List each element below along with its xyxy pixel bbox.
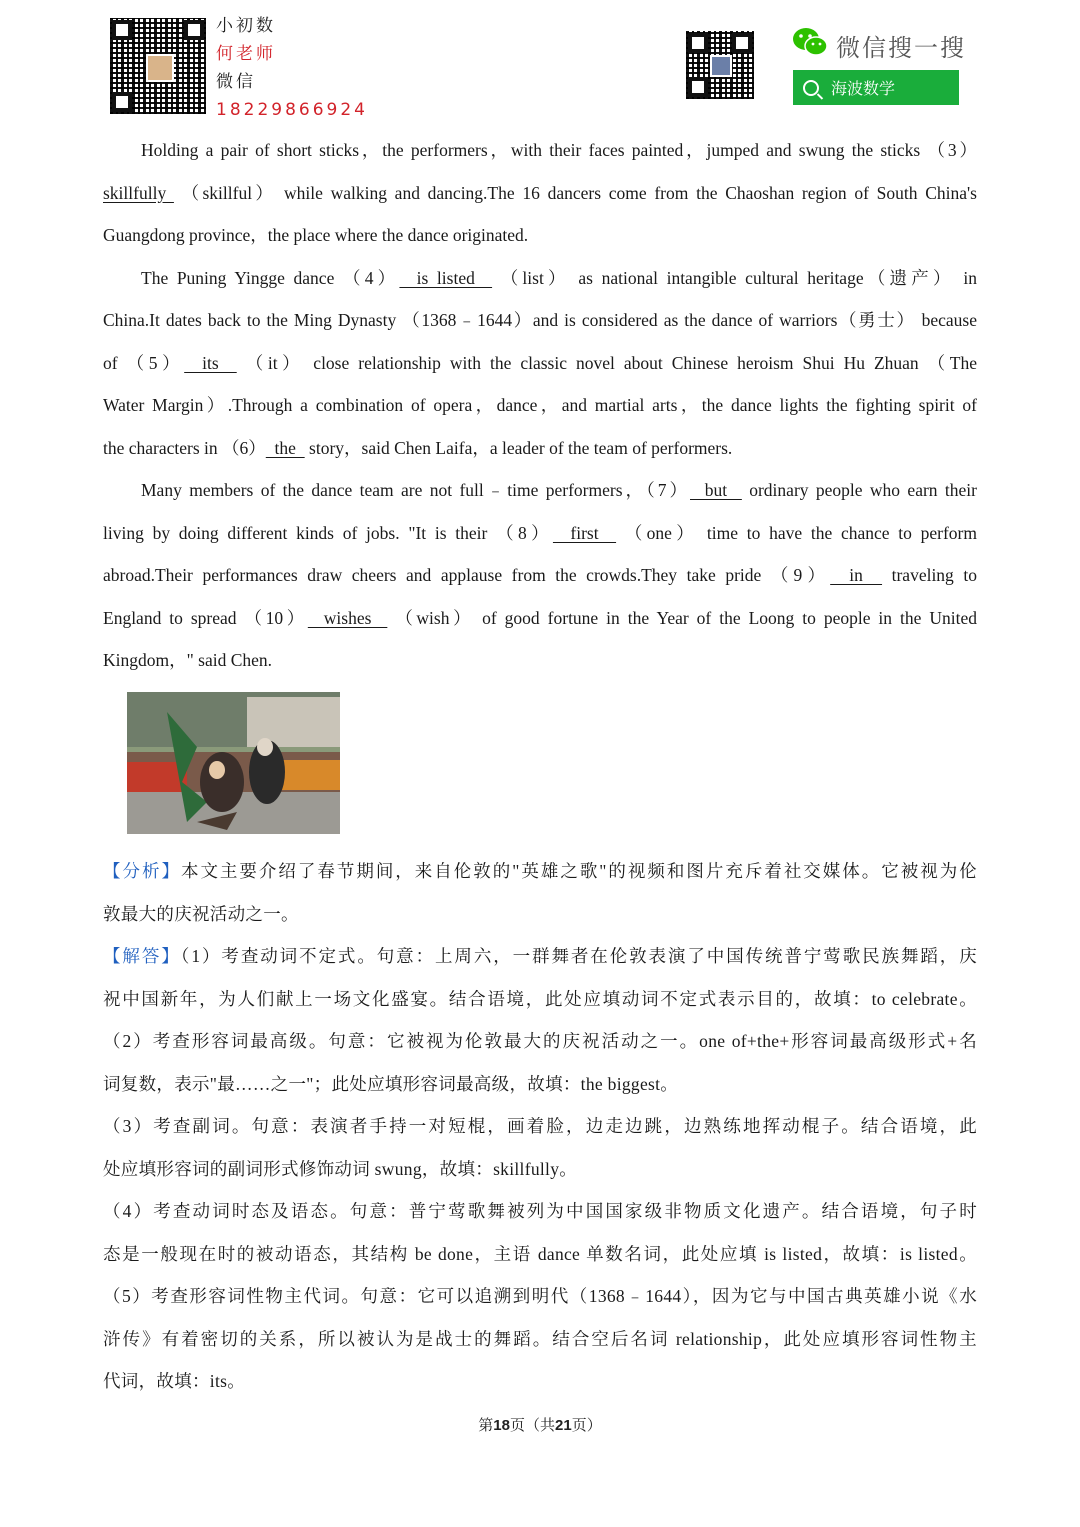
answer-4: is listed — [399, 267, 493, 288]
answer-line: 处应填形容词的副词形式修饰动词 swung，故填：skillfully。 — [103, 1158, 578, 1179]
passage-line: China.It dates back to the Ming Dynasty （1368﹣1644）and is considered as the dance of warriors（勇士） because — [103, 310, 977, 330]
answer-line: 代词，故填：its。 — [103, 1371, 246, 1391]
answer-10: wishes — [307, 607, 388, 628]
wechat-icon — [792, 27, 828, 57]
passage — [103, 129, 977, 682]
page-footer: 第18页（共21页） — [478, 1416, 602, 1434]
passage-line: the characters in （6） the story，said Chen Laifa，a leader of the team of performers. — [103, 437, 733, 458]
dance-photo — [127, 692, 340, 834]
passage-line: Guangdong province，the place where the dance originated. — [103, 225, 529, 245]
answer-3: skillfully — [103, 182, 174, 203]
analysis-line: 敦最大的庆祝活动之一。 — [103, 903, 299, 924]
passage-line: skillfully （skillful） while walking and dancing.The 16 dancers come from the Chaoshan region of South China's — [103, 182, 977, 203]
answer-line: 【解答】（1）考查动词不定式。句意：上周六，一群舞者在伦敦表演了中国传统普宁莺歌民族舞蹈，庆 — [103, 946, 977, 966]
answer-line: 浒传》有着密切的关系，所以被认为是战士的舞蹈。结合空后名词 relationship，此处应填形容词性物主 — [103, 1328, 977, 1349]
page-number: 18 — [493, 1417, 510, 1434]
teacher-line-3: 微信 — [216, 72, 256, 92]
answer-line: 态是一般现在时的被动语态，其结构 be done，主语 dance 单数名词，此处应填 is listed，故填：is listed。 — [103, 1243, 977, 1264]
analysis-section — [103, 850, 977, 1403]
analysis-tag: 【分析】 — [103, 861, 181, 881]
qr-code-wechat — [686, 31, 754, 99]
teacher-contact — [216, 12, 368, 124]
answer-9: in — [830, 565, 883, 585]
teacher-line-2: 何老师 — [216, 44, 276, 64]
passage-line: Many members of the dance team are not full﹣time performers，（7） but ordinary people who earn their — [141, 480, 977, 500]
answer-5: its — [184, 352, 237, 373]
answer-line: （5）考查形容词性物主代词。句意：它可以追溯到明代（1368﹣1644），因为它与中国古典英雄小说《水 — [103, 1286, 977, 1306]
answer-tag: 【解答】 — [103, 946, 181, 966]
qr-code-teacher — [110, 18, 206, 114]
qr-center-logo — [710, 55, 732, 77]
passage-line: The Puning Yingge dance （4） is listed （list） as national intangible cultural heritage（遗产） in — [141, 267, 977, 288]
answer-7: but — [690, 480, 742, 500]
wechat-search-label: 海波数学 — [831, 79, 896, 98]
answer-line: （3）考查副词。句意：表演者手持一对短棍，画着脸，边走边跳，边熟练地挥动棍子。结合语境，此 — [103, 1116, 977, 1136]
passage-line: living by doing different kinds of jobs. "It is their （8） first （one） time to have the chance to perform — [103, 522, 977, 543]
answer-line: 祝中国新年，为人们献上一场文化盛宴。结合语境，此处应填动词不定式表示目的，故填：to celebrate。 — [103, 988, 977, 1009]
page-total: 21 — [555, 1417, 572, 1434]
passage-line: Holding a pair of short sticks，the performers，with their faces painted，jumped and swung the sticks （3） — [141, 140, 977, 160]
search-icon — [803, 80, 819, 96]
passage-line: Water Margin）.Through a combination of opera，dance，and martial arts，the dance lights the fighting spirit of — [103, 395, 977, 415]
teacher-phone: 18229866924 — [216, 100, 368, 120]
passage-line: of （5） its （it） close relationship with the classic novel about Chinese heroism Shui Hu Zhuan （The — [103, 352, 977, 373]
passage-line: Kingdom，" said Chen. — [103, 650, 273, 670]
avatar — [146, 54, 174, 82]
passage-line: England to spread （10） wishes （wish） of good fortune in the Year of the Loong to people in the United — [103, 607, 977, 628]
answer-6: the — [265, 437, 305, 458]
teacher-line-1: 小初数 — [216, 16, 276, 36]
wechat-search-button[interactable] — [793, 70, 959, 105]
analysis-line: 【分析】本文主要介绍了春节期间，来自伦敦的"英雄之歌"的视频和图片充斥着社交媒体。它被视为伦 — [103, 861, 977, 881]
answer-line: 词复数，表示"最……之一"；此处应填形容词最高级，故填：the biggest。 — [103, 1073, 679, 1094]
answer-8: first — [552, 522, 617, 543]
answer-line: （2）考查形容词最高级。句意：它被视为伦敦最大的庆祝活动之一。one of+the+形容词最高级形式+名 — [103, 1031, 977, 1051]
passage-line: abroad.Their performances draw cheers and applause from the crowds.They take pride （9） in traveling to — [103, 565, 977, 585]
answer-line: （4）考查动词时态及语态。句意：普宁莺歌舞被列为中国国家级非物质文化遗产。结合语境，句子时 — [103, 1201, 977, 1221]
wechat-search-title: 微信搜一搜 — [836, 34, 966, 62]
